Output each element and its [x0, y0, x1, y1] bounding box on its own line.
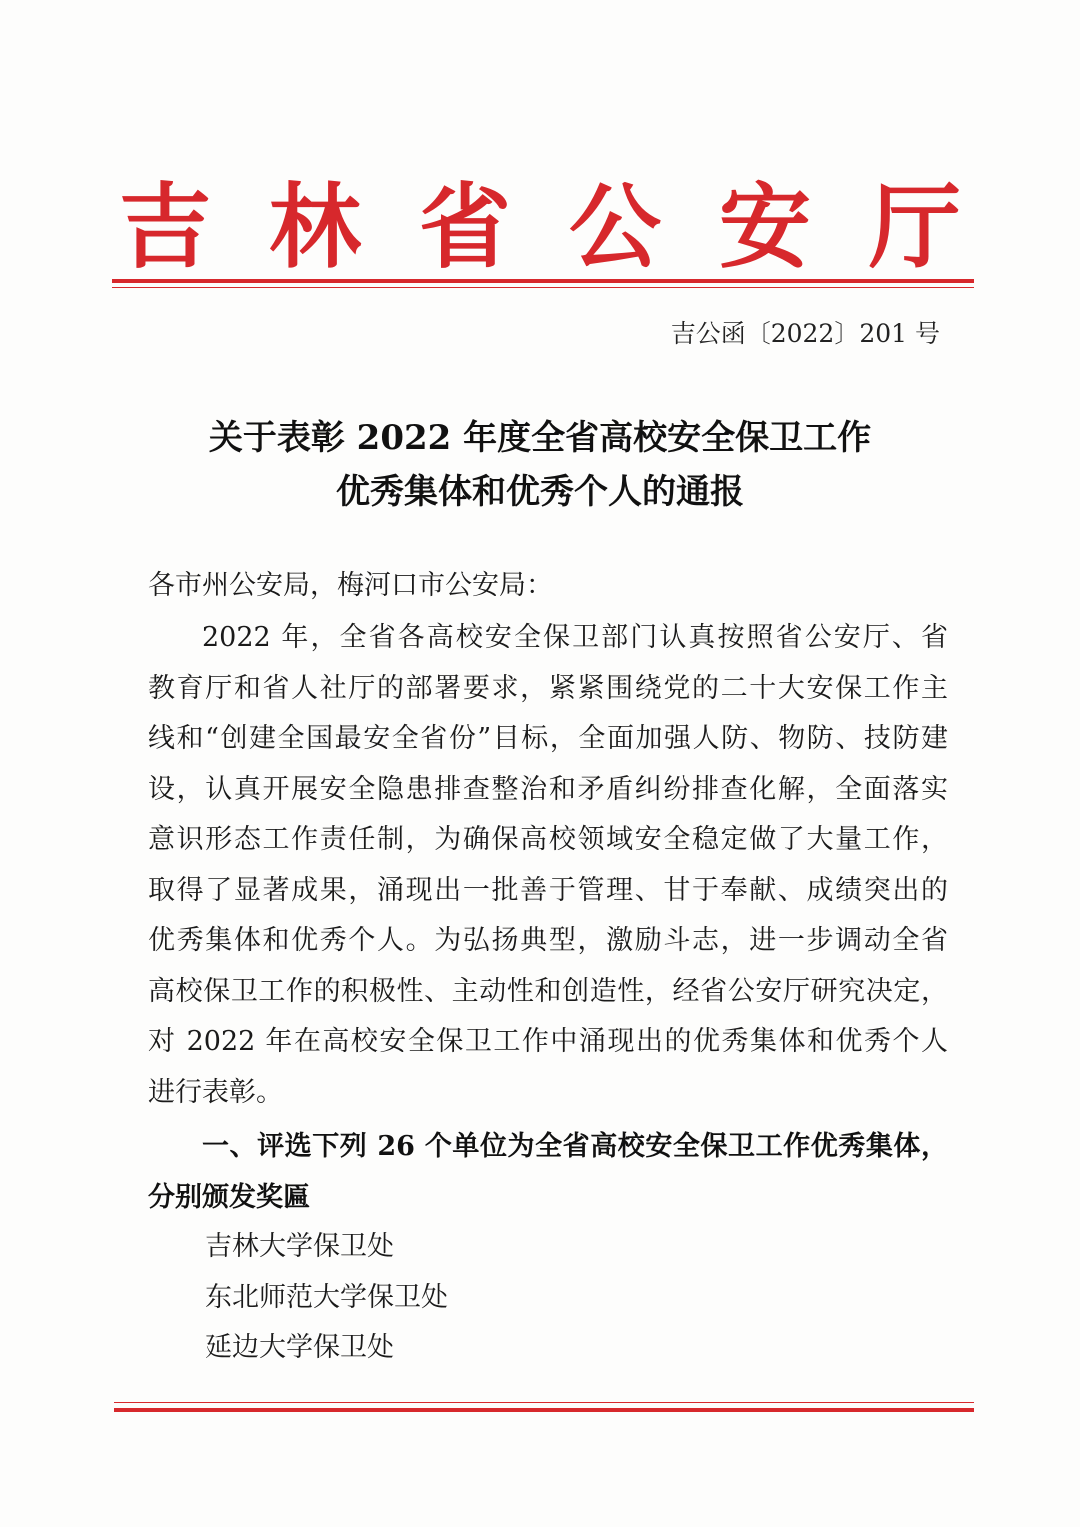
- header-divider-thick: [112, 279, 974, 283]
- paragraph-line: 意识形态工作责任制，为确保高校领域安全稳定做了大量工作，: [148, 824, 948, 855]
- document-number: 吉公函〔2022〕201 号: [670, 319, 940, 348]
- paragraph-line: 取得了显著成果，涌现出一批善于管理、甘于奉献、成绩突出的: [148, 874, 948, 906]
- section-heading-line: 分别颁发奖匾: [148, 1181, 310, 1213]
- issuer-header: [110, 160, 970, 280]
- paragraph-line: 高校保卫工作的积极性、主动性和创造性，经省公安厅研究决定，: [148, 975, 948, 1007]
- section-heading: [148, 1122, 948, 1223]
- footer-divider-thick: [114, 1408, 974, 1412]
- section-heading-line: 一、评选下列 26 个单位为全省高校安全保卫工作优秀集体，: [202, 1131, 948, 1162]
- paragraph-line: 设，认真开展安全隐患排查整治和矛盾纠纷排查化解，全面落实: [148, 773, 948, 805]
- list-item: 东北师范大学保卫处: [205, 1281, 448, 1313]
- unit-list: [205, 1222, 448, 1374]
- paragraph-line: 2022 年，全省各高校安全保卫部门认真按照省公安厅、省: [202, 622, 948, 653]
- paragraph-line: 线和“创建全国最安全省份”目标，全面加强人防、物防、技防建: [148, 723, 948, 754]
- issuer-char: 公: [568, 173, 661, 281]
- issuer-char: 吉: [118, 173, 211, 281]
- body-paragraph: [148, 613, 948, 1118]
- paragraph-line: 对 2022 年在高校安全保卫工作中涌现出的优秀集体和优秀个人: [148, 1026, 948, 1057]
- issuer-char: 厅: [868, 173, 961, 281]
- issuer-char: 安: [718, 173, 811, 281]
- document-title-line-1: 关于表彰 2022 年度全省高校安全保卫工作: [208, 418, 872, 458]
- salutation: 各市州公安局，梅河口市公安局：: [148, 570, 553, 601]
- issuer-char: 林: [268, 173, 361, 281]
- list-item: 延边大学保卫处: [205, 1332, 394, 1363]
- document-title-line-2: 优秀集体和优秀个人的通报: [336, 472, 744, 512]
- list-item: 吉林大学保卫处: [205, 1231, 394, 1262]
- paragraph-line: 优秀集体和优秀个人。为弘扬典型，激励斗志，进一步调动全省: [148, 925, 948, 956]
- paragraph-line: 进行表彰。: [148, 1076, 283, 1108]
- paragraph-line: 教育厅和省人社厅的部署要求，紧紧围绕党的二十大安保工作主: [148, 672, 948, 704]
- header-divider-thin: [112, 287, 974, 288]
- footer-divider-thin: [114, 1402, 974, 1403]
- issuer-char: 省: [418, 173, 511, 281]
